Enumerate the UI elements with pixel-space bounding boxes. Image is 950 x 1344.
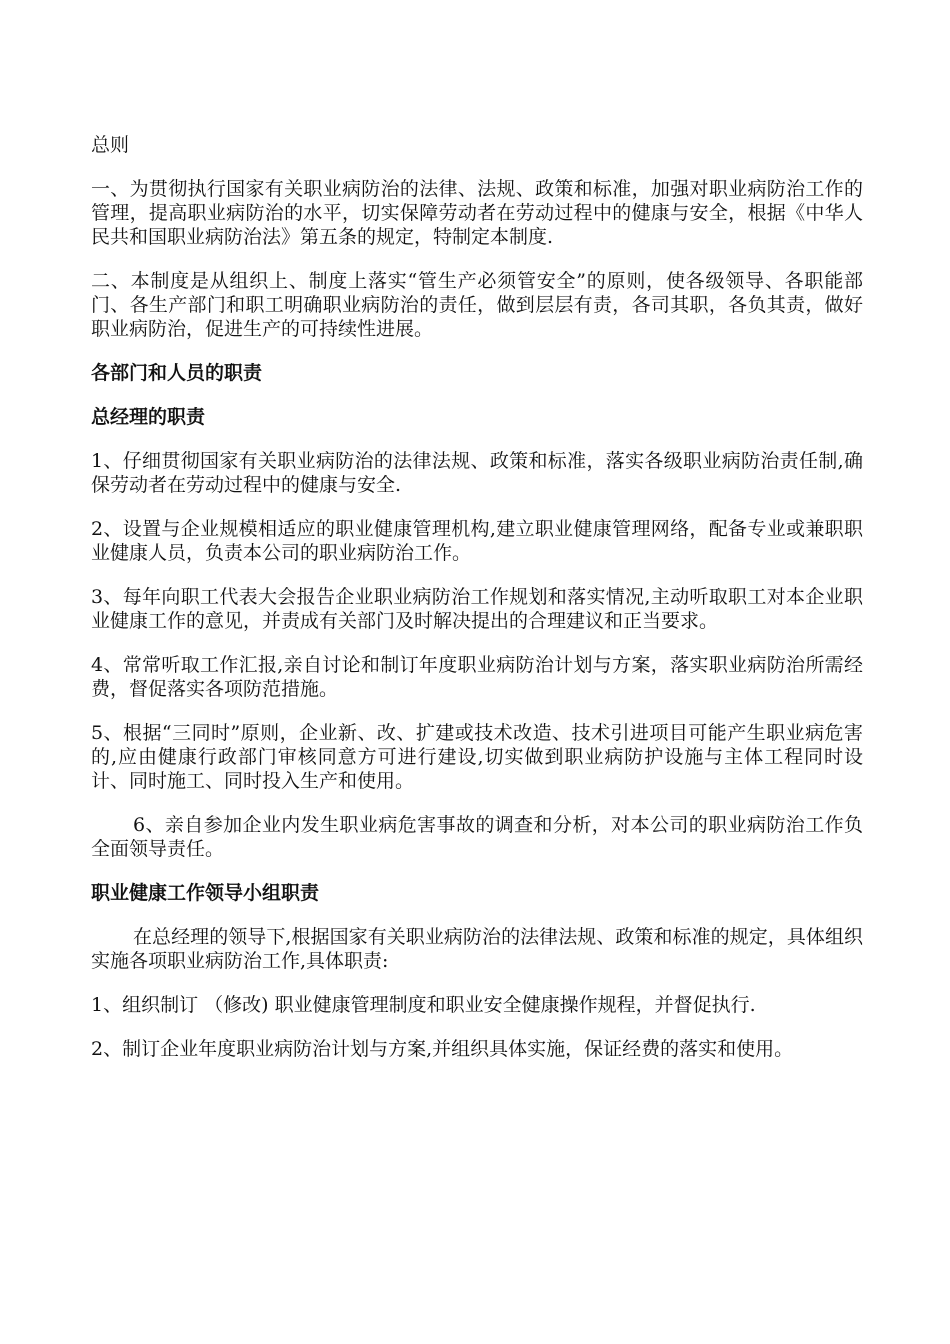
group-intro: 在总经理的领导下,根据国家有关职业病防治的法律法规、政策和标准的规定，具体组织实施各项职业病防治工作,具体职责: <box>91 926 863 972</box>
gm-item-2: 2、设置与企业规模相适应的职业健康管理机构,建立职业健康管理网络，配备专业或兼职职业健康人员，负责本公司的职业病防治工作。 <box>91 518 863 564</box>
intro-heading: 总则 <box>91 134 130 156</box>
intro-paragraph-2: 二、本制度是从组织上、制度上落实“管生产必须管安全”的原则，使各级领导、各职能部门、各生产部门和职工明确职业病防治的责任，做到层层有责，各司其职，各负其责，做好职业病防治，促进生产的可持续性进展。 <box>91 270 863 340</box>
group-item-2: 2、制订企业年度职业病防治计划与方案,并组织具体实施，保证经费的落实和使用。 <box>91 1038 794 1060</box>
document-page <box>91 133 863 1081</box>
gm-heading: 总经理的职责 <box>91 406 206 428</box>
group-item-1: 1、组织制订 （修改) 职业健康管理制度和职业安全健康操作规程，并督促执行. <box>91 994 756 1016</box>
group-heading: 职业健康工作领导小组职责 <box>91 882 320 904</box>
section-heading: 各部门和人员的职责 <box>91 362 263 384</box>
intro-paragraph-1: 一、为贯彻执行国家有关职业病防治的法律、法规、政策和标准，加强对职业病防治工作的管理，提高职业病防治的水平，切实保障劳动者在劳动过程中的健康与安全，根据《中华人民共和国职业病防治法》第五条的规定，特制定本制度. <box>91 178 863 248</box>
gm-item-1: 1、仔细贯彻国家有关职业病防治的法律法规、政策和标准，落实各级职业病防治责任制,确保劳动者在劳动过程中的健康与安全. <box>91 450 863 496</box>
gm-item-5: 5、根据“三同时”原则，企业新、改、扩建或技术改造、技术引进项目可能产生职业病危害的,应由健康行政部门审核同意方可进行建设,切实做到职业病防护设施与主体工程同时设计、同时施工、同时投入生产和使用。 <box>91 722 863 792</box>
gm-item-4: 4、常常听取工作汇报,亲自讨论和制订年度职业病防治计划与方案，落实职业病防治所需经费，督促落实各项防范措施。 <box>91 654 863 700</box>
gm-item-3: 3、每年向职工代表大会报告企业职业病防治工作规划和落实情况,主动听取职工对本企业职业健康工作的意见，并责成有关部门及时解决提出的合理建议和正当要求。 <box>91 586 863 632</box>
gm-item-6: 6、亲自参加企业内发生职业病危害事故的调查和分析，对本公司的职业病防治工作负全面领导责任。 <box>91 814 863 860</box>
